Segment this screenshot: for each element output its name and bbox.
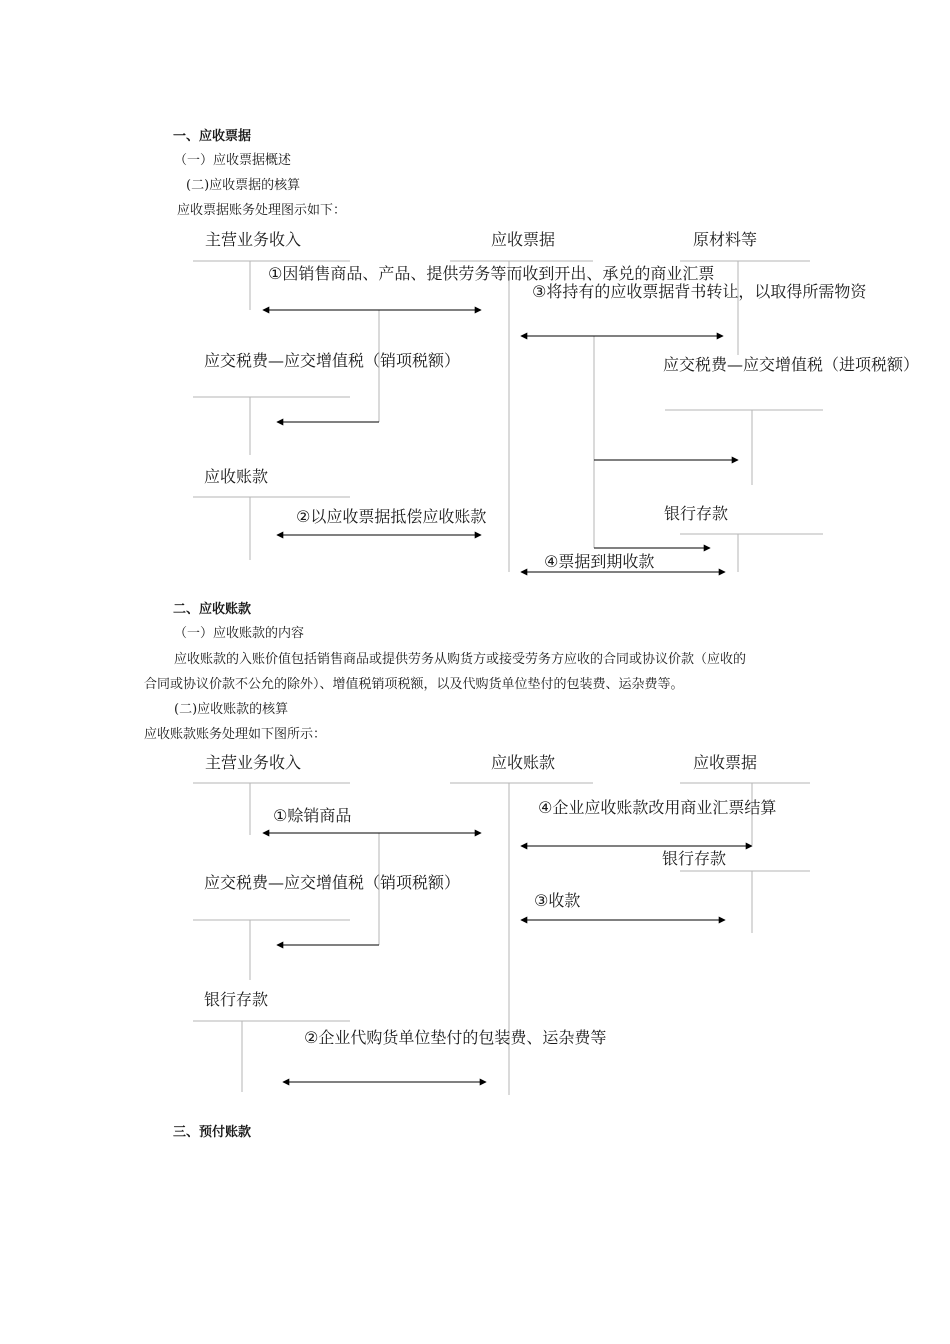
d1-account-bank: 银行存款 — [664, 504, 729, 523]
d2-account-notes-receivable: 应收票据 — [693, 753, 758, 772]
d2-step4-label: ④企业应收账款改用商业汇票结算 — [538, 798, 777, 817]
d1-account-notes-receivable: 应收票据 — [491, 230, 556, 249]
section3-heading: 三、预付账款 — [173, 1125, 252, 1140]
d1-account-main-revenue: 主营业务收入 — [205, 230, 302, 249]
section1-sub2: (二)应收票据的核算 — [186, 178, 301, 193]
section1-sub1: （一）应收票据概述 — [174, 153, 292, 168]
d2-account-bank-left: 银行存款 — [204, 990, 269, 1009]
section2-heading: 二、应收账款 — [173, 602, 252, 617]
d1-account-vat-output: 应交税费—应交增值税（销项税额） — [204, 351, 461, 370]
section2-sub2: (二)应收账款的核算 — [174, 702, 289, 717]
section1-heading: 一、应收票据 — [173, 129, 252, 144]
section2-intro: 应收账款账务处理如下图所示： — [144, 727, 327, 742]
d1-step1-label: ①因销售商品、产品、提供劳务等而收到开出、承兑的商业汇票 — [268, 264, 715, 283]
section2-para-line1: 应收账款的入账价值包括销售商品或提供劳务从购货方或接受劳务方应收的合同或协议价款（应收的 — [174, 652, 747, 667]
d2-account-accounts-receivable: 应收账款 — [491, 753, 556, 772]
d2-account-vat-output: 应交税费—应交增值税（销项税额） — [204, 873, 461, 892]
d1-account-accounts-receivable: 应收账款 — [204, 467, 269, 486]
d2-step3-label: ③收款 — [534, 891, 581, 910]
d2-step1-label: ①赊销商品 — [273, 806, 352, 825]
d2-account-main-revenue: 主营业务收入 — [205, 753, 302, 772]
section2-para-line2: 合同或协议价款不公允的除外）、增值税销项税额，以及代购货单位垫付的包装费、运杂费等。 — [144, 677, 684, 692]
d1-account-raw-materials: 原材料等 — [693, 230, 758, 249]
d2-step2-label: ②企业代购货单位垫付的包装费、运杂费等 — [304, 1028, 607, 1047]
d1-step3-label: ③将持有的应收票据背书转让，以取得所需物资 — [532, 282, 867, 301]
d2-account-bank-right: 银行存款 — [662, 849, 727, 868]
d1-step4-label: ④票据到期收款 — [544, 552, 655, 571]
section1-intro: 应收票据账务处理图示如下： — [177, 203, 347, 218]
section2-sub1: （一）应收账款的内容 — [174, 626, 305, 641]
d1-step2-label: ②以应收票据抵偿应收账款 — [296, 507, 487, 526]
d1-account-vat-input: 应交税费—应交增值税（进项税额） — [663, 355, 920, 374]
